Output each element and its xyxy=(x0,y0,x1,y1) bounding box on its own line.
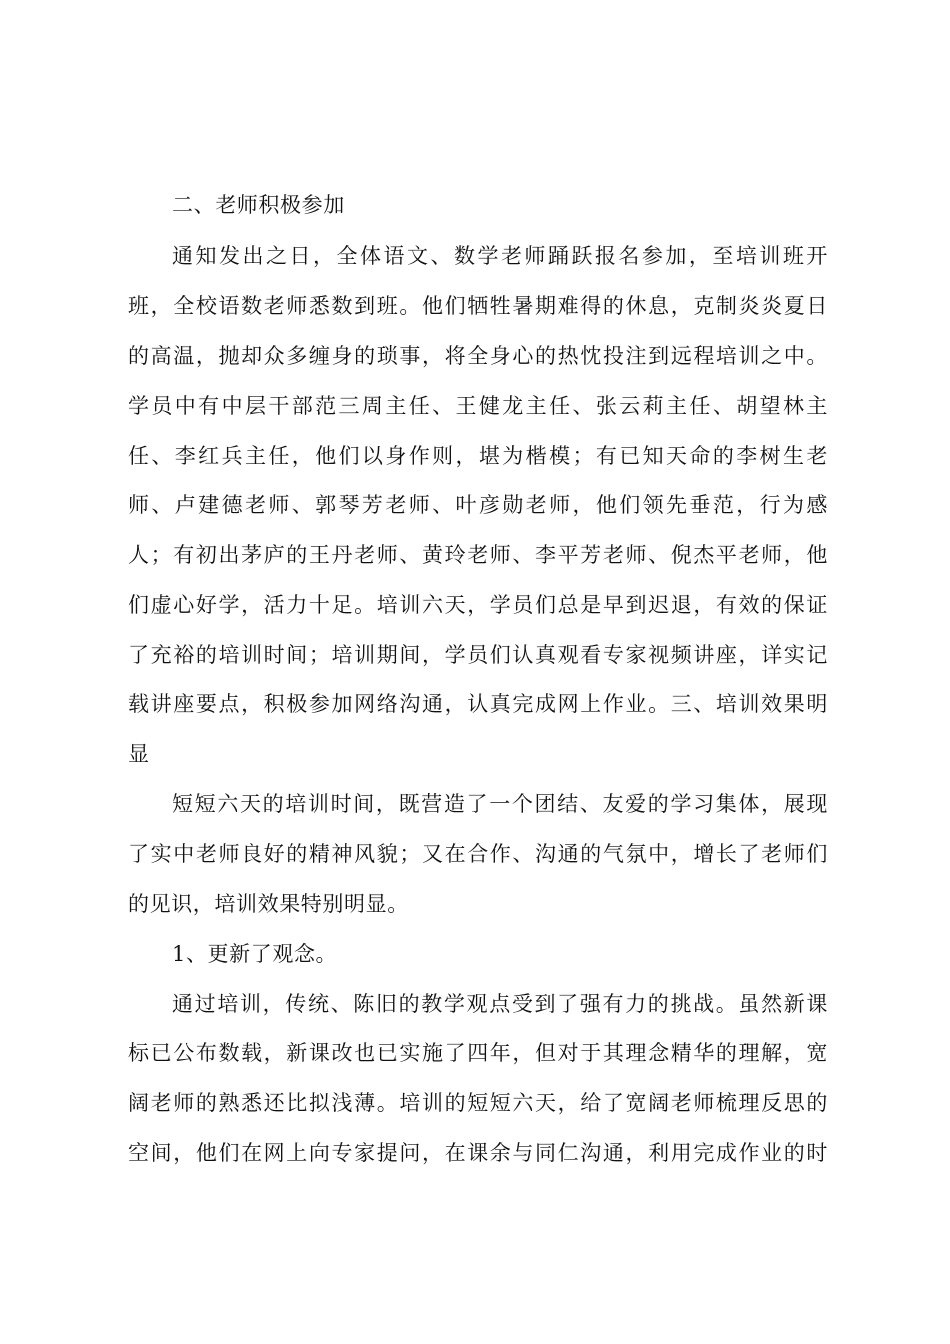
paragraph-line: 了充裕的培训时间；培训期间，学员们认真观看专家视频讲座，详实记 xyxy=(128,643,828,667)
paragraph-line: 通知发出之日，全体语文、数学老师踊跃报名参加，至培训班开 xyxy=(172,244,828,268)
paragraph-line: 阔老师的熟悉还比拟浅薄。培训的短短六天，给了宽阔老师梳理反思的 xyxy=(128,1091,828,1115)
paragraph-line: 班，全校语数老师悉数到班。他们牺牲暑期难得的休息，克制炎炎夏日 xyxy=(128,294,828,318)
paragraph-line: 学员中有中层干部范三周主任、王健龙主任、张云莉主任、胡望林主 xyxy=(128,394,828,418)
paragraph-line: 师、卢建德老师、郭琴芳老师、叶彦勋老师，他们领先垂范，行为感 xyxy=(128,493,828,517)
paragraph-line: 通过培训，传统、陈旧的教学观点受到了强有力的挑战。虽然新课 xyxy=(172,992,828,1016)
paragraph-line: 空间，他们在网上向专家提问，在课余与同仁沟通，利用完成作业的时 xyxy=(128,1141,828,1165)
paragraph-line: 载讲座要点，积极参加网络沟通，认真完成网上作业。三、培训效果明 xyxy=(128,692,828,716)
paragraph-line: 短短六天的培训时间，既营造了一个团结、友爱的学习集体，展现 xyxy=(172,792,828,816)
paragraph-line: 的高温，抛却众多缠身的琐事，将全身心的热忱投注到远程培训之中。 xyxy=(128,344,828,368)
paragraph-line: 人；有初出茅庐的王丹老师、黄玲老师、李平芳老师、倪杰平老师，他 xyxy=(128,543,828,567)
paragraph-line: 显 xyxy=(128,742,150,766)
subsection-heading-concepts: 1、更新了观念。 xyxy=(172,942,338,966)
paragraph-line: 任、李红兵主任，他们以身作则，堪为楷模；有已知天命的李树生老 xyxy=(128,444,828,468)
paragraph-line: 了实中老师良好的精神风貌；又在合作、沟通的气氛中，增长了老师们 xyxy=(128,842,828,866)
paragraph-line: 标已公布数载，新课改也已实施了四年，但对于其理念精华的理解，宽 xyxy=(128,1041,828,1065)
paragraph-line: 们虚心好学，活力十足。培训六天，学员们总是早到迟退，有效的保证 xyxy=(128,593,828,617)
paragraph-line: 的见识，培训效果特别明显。 xyxy=(128,892,409,916)
section-heading-teachers: 二、老师积极参加 xyxy=(172,193,345,217)
